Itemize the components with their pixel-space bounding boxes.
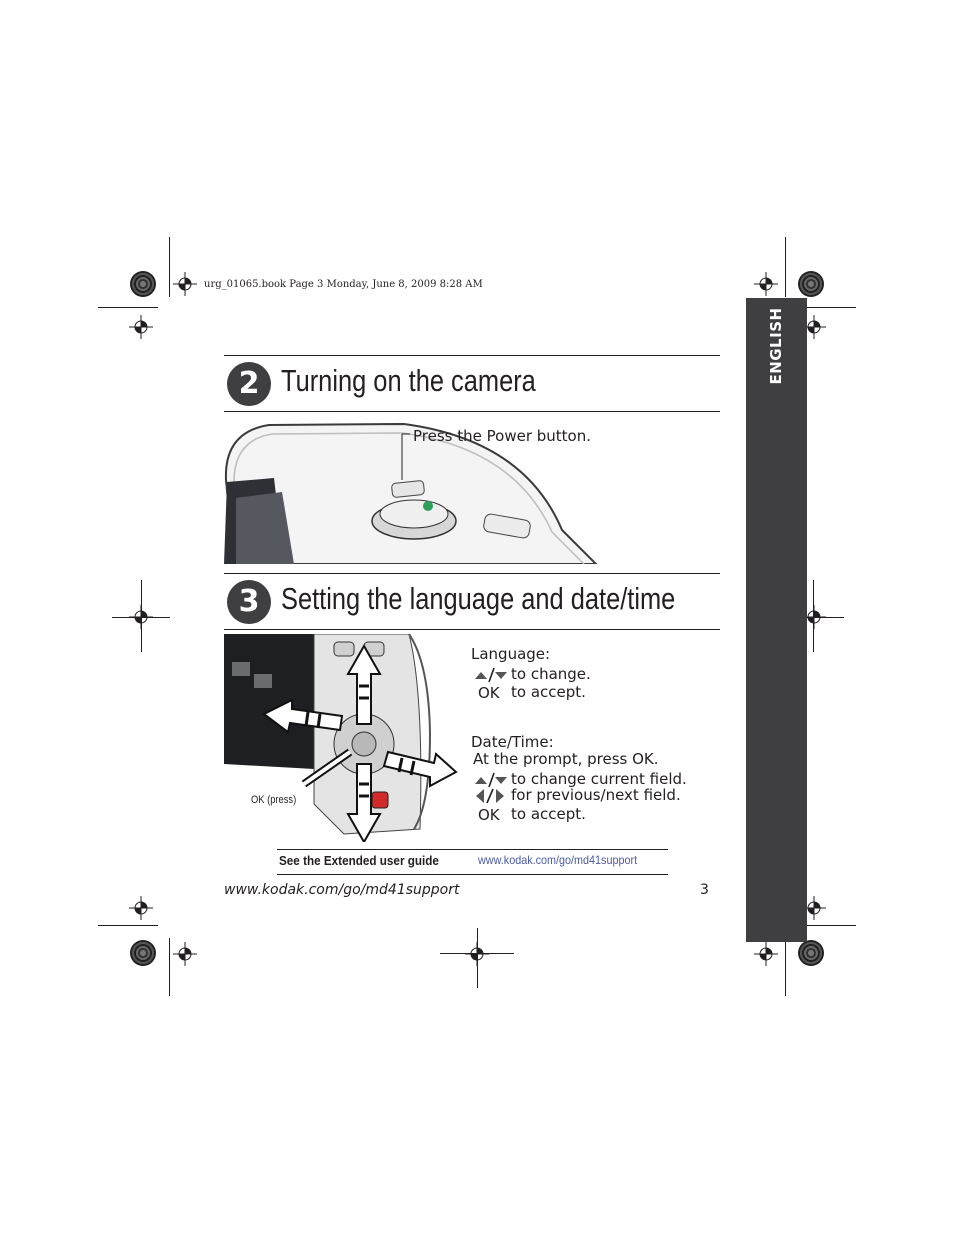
extended-guide-label: See the Extended user guide	[279, 853, 439, 868]
section2-title: Turning on the camera	[281, 363, 536, 398]
step-number-3: 3	[227, 580, 271, 624]
section2-top-rule	[224, 355, 720, 356]
datetime-prev-next-text: for previous/next field.	[511, 786, 681, 804]
extended-guide-link[interactable]: www.kodak.com/go/md41support	[478, 853, 638, 867]
extended-guide-box	[277, 849, 668, 875]
language-tab-label: ENGLISH	[767, 307, 785, 385]
datetime-prompt-text: At the prompt, press OK.	[473, 750, 659, 768]
section3-bottom-rule	[224, 629, 720, 630]
ok-press-callout: OK (press)	[251, 794, 297, 806]
step-number-2: 2	[227, 362, 271, 406]
page-footer-url: www.kodak.com/go/md41support	[224, 882, 460, 898]
language-side-tab	[746, 298, 807, 942]
page-number: 3	[700, 882, 709, 898]
language-tab-label-wrap	[746, 298, 807, 418]
datetime-accept-text: to accept.	[511, 805, 586, 823]
datetime-heading: Date/Time:	[471, 733, 554, 751]
language-accept-text: to accept.	[511, 683, 586, 701]
up-down-arrows-icon	[474, 666, 510, 684]
section3-top-rule	[224, 573, 720, 574]
datetime-change-field-text: to change current field.	[511, 770, 687, 788]
proof-slug-line: urg_01065.book Page 3 Monday, June 8, 2009 8:28 AM	[204, 279, 483, 290]
datetime-ok-label: OK	[478, 806, 500, 824]
section3-title: Setting the language and date/time	[281, 581, 676, 616]
language-heading: Language:	[471, 645, 551, 663]
power-button-callout: Press the Power button.	[413, 427, 591, 445]
language-change-text: to change.	[511, 665, 591, 683]
section2-bottom-rule	[224, 411, 720, 412]
camera-back-illustration	[224, 634, 468, 842]
language-ok-label: OK	[478, 684, 500, 702]
left-right-arrows-icon	[474, 787, 510, 805]
